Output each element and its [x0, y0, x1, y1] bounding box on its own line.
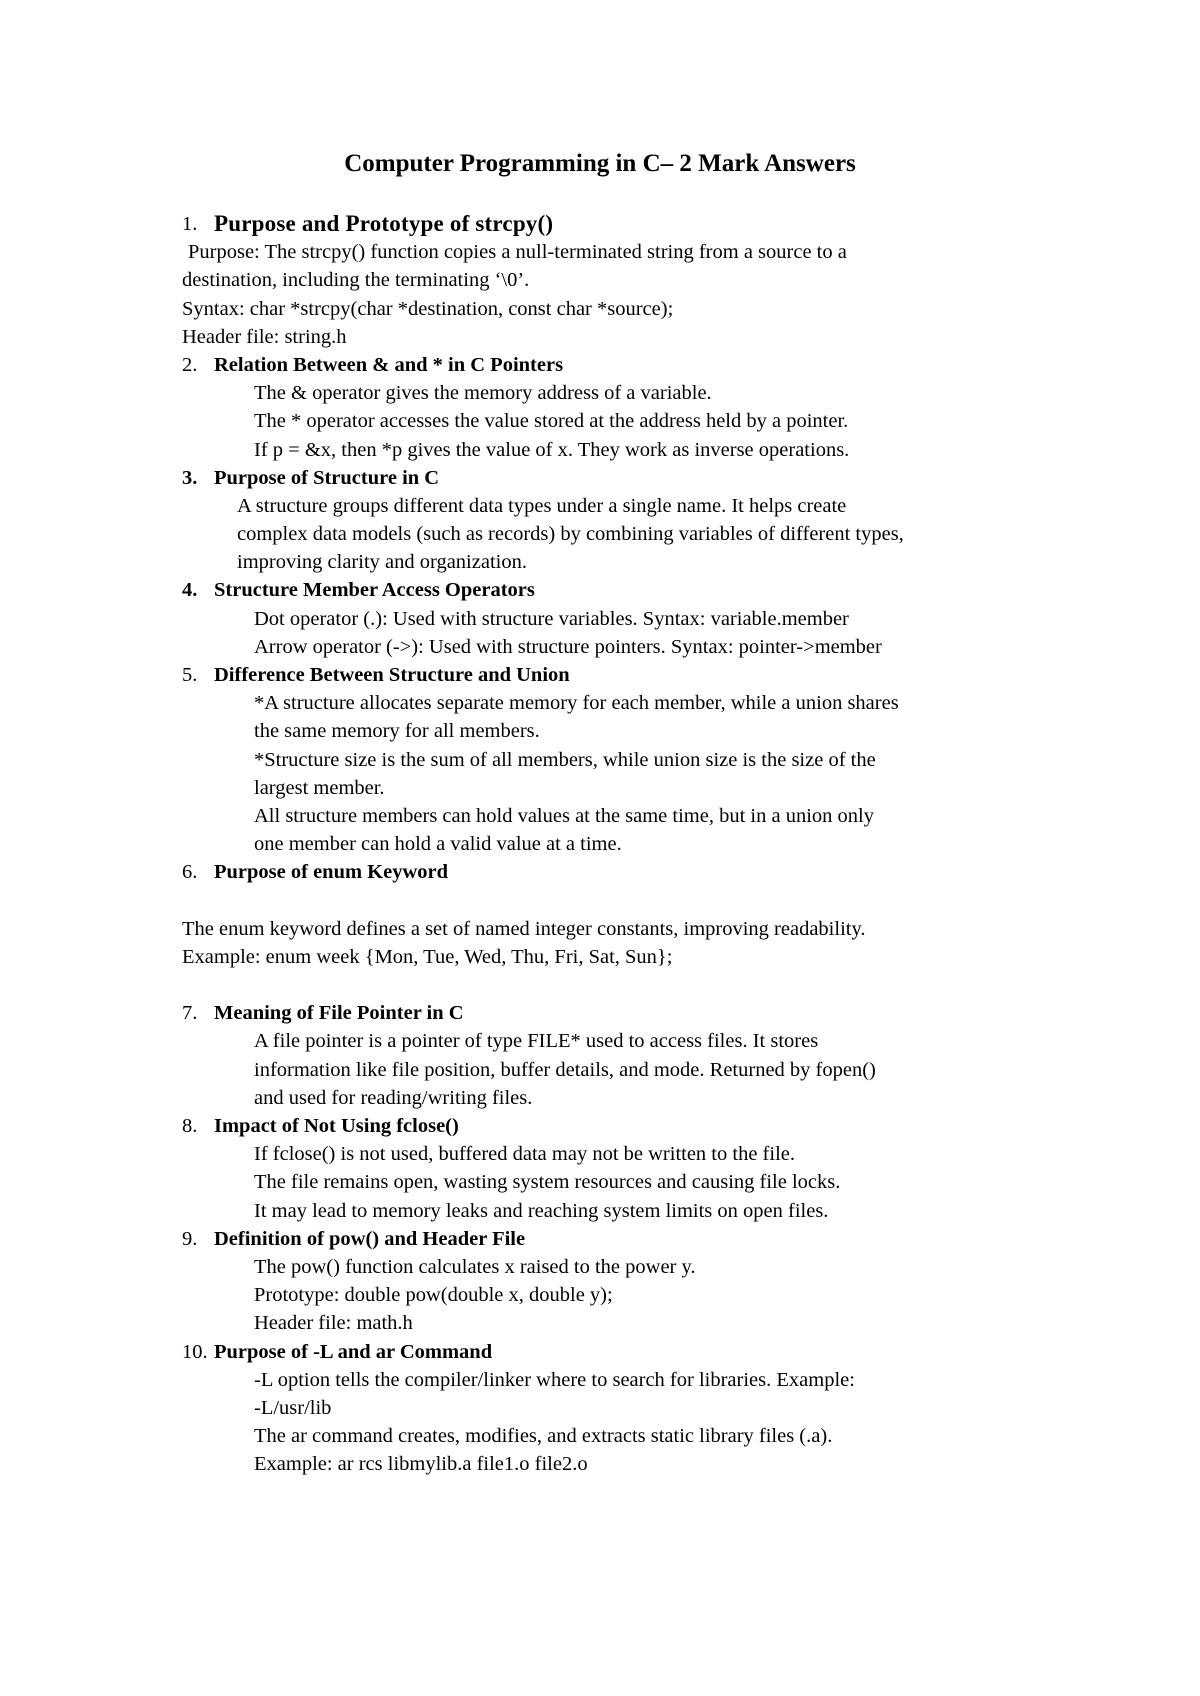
section-7-line: A file pointer is a pointer of type FILE* used to access files. It stores: [254, 1030, 819, 1053]
page-title: Computer Programming in C– 2 Mark Answers: [344, 150, 856, 177]
section-1-line: destination, including the terminating ‘\0’.: [182, 269, 530, 292]
section-5-heading: [182, 661, 1082, 689]
section-2-line: The & operator gives the memory address of a variable.: [254, 382, 712, 405]
section-7-line: and used for reading/writing files.: [254, 1086, 533, 1109]
section-number: 4.: [182, 579, 198, 602]
section-heading-text: Structure Member Access Operators: [214, 579, 535, 602]
section-3-line: A structure groups different data types under a single name. It helps create: [237, 494, 847, 517]
section-number: 3.: [182, 466, 198, 489]
section-5-line: *Structure size is the sum of all members, while union size is the size of the: [254, 748, 876, 771]
section-10-line: The ar command creates, modifies, and extracts static library files (.a).: [254, 1425, 833, 1448]
section-10-heading: [182, 1338, 1082, 1366]
section-5-line: one member can hold a valid value at a time.: [254, 833, 622, 856]
answers-list: [182, 210, 1082, 1478]
section-number: 9.: [182, 1227, 198, 1250]
section-1-line: Header file: string.h: [182, 325, 347, 348]
section-9-line: Prototype: double pow(double x, double y);: [254, 1284, 613, 1307]
section-7-heading: [182, 999, 1082, 1027]
section-6-line: The enum keyword defines a set of named integer constants, improving readability.: [182, 917, 866, 940]
section-number: 6.: [182, 861, 198, 884]
section-3-heading: [182, 464, 1082, 492]
section-number: 10.: [182, 1340, 208, 1363]
section-number: 2.: [182, 353, 198, 376]
section-8-heading: [182, 1112, 1082, 1140]
section-9-heading: [182, 1225, 1082, 1253]
section-number: 5.: [182, 664, 198, 686]
section-5-line: *A structure allocates separate memory for each member, while a union shares: [254, 692, 899, 715]
section-heading-text: Purpose of Structure in C: [214, 466, 440, 489]
blank-line: [182, 887, 1082, 915]
section-number: 8.: [182, 1115, 198, 1137]
section-number: 7.: [182, 1002, 198, 1025]
section-8-line: It may lead to memory leaks and reaching system limits on open files.: [254, 1199, 829, 1222]
section-9-line: Header file: math.h: [254, 1312, 413, 1335]
section-heading-text: Meaning of File Pointer in C: [214, 1002, 464, 1025]
section-heading-text: Purpose of enum Keyword: [214, 861, 449, 884]
section-2-line: The * operator accesses the value stored at the address held by a pointer.: [254, 410, 849, 433]
section-heading-text: Impact of Not Using fclose(): [214, 1115, 459, 1137]
section-6-line: Example: enum week {Mon, Tue, Wed, Thu, Fri, Sat, Sun};: [182, 945, 673, 968]
section-2-heading: [182, 351, 1082, 379]
section-6-heading: [182, 858, 1082, 886]
section-5-line: All structure members can hold values at the same time, but in a union only: [254, 804, 874, 827]
section-8-line: If fclose() is not used, buffered data may not be written to the file.: [254, 1143, 795, 1166]
section-10-line: -L option tells the compiler/linker where to search for libraries. Example:: [254, 1368, 855, 1391]
section-1-line: Purpose: The strcpy() function copies a null-terminated string from a source to a: [188, 241, 847, 264]
section-heading-text: Relation Between & and * in C Pointers: [214, 353, 564, 376]
section-heading-text: Purpose of -L and ar Command: [214, 1340, 493, 1363]
section-1-heading: [182, 210, 1082, 238]
section-7-line: information like file position, buffer details, and mode. Returned by fopen(): [254, 1058, 876, 1081]
section-heading-text: Purpose and Prototype of strcpy(): [214, 211, 554, 236]
blank-line: [182, 971, 1082, 999]
section-4-line: Arrow operator (->): Used with structure pointers. Syntax: pointer->member: [254, 635, 882, 658]
section-3-line: improving clarity and organization.: [237, 551, 527, 574]
section-4-line: Dot operator (.): Used with structure variables. Syntax: variable.member: [254, 607, 849, 630]
section-2-line: If p = &x, then *p gives the value of x. They work as inverse operations.: [254, 438, 850, 461]
section-1-line: Syntax: char *strcpy(char *destination, const char *source);: [182, 297, 674, 320]
section-3-line: complex data models (such as records) by combining variables of different types,: [237, 523, 904, 546]
section-5-line: the same memory for all members.: [254, 720, 540, 743]
section-10-line: Example: ar rcs libmylib.a file1.o file2.o: [254, 1453, 588, 1476]
section-4-heading: [182, 576, 1082, 604]
section-heading-text: Difference Between Structure and Union: [214, 664, 570, 686]
section-5-line: largest member.: [254, 776, 385, 799]
section-8-line: The file remains open, wasting system resources and causing file locks.: [254, 1171, 841, 1194]
section-heading-text: Definition of pow() and Header File: [214, 1227, 526, 1250]
section-10-line: -L/usr/lib: [254, 1396, 332, 1419]
section-9-line: The pow() function calculates x raised to the power y.: [254, 1255, 696, 1278]
section-number: 1.: [182, 213, 198, 235]
